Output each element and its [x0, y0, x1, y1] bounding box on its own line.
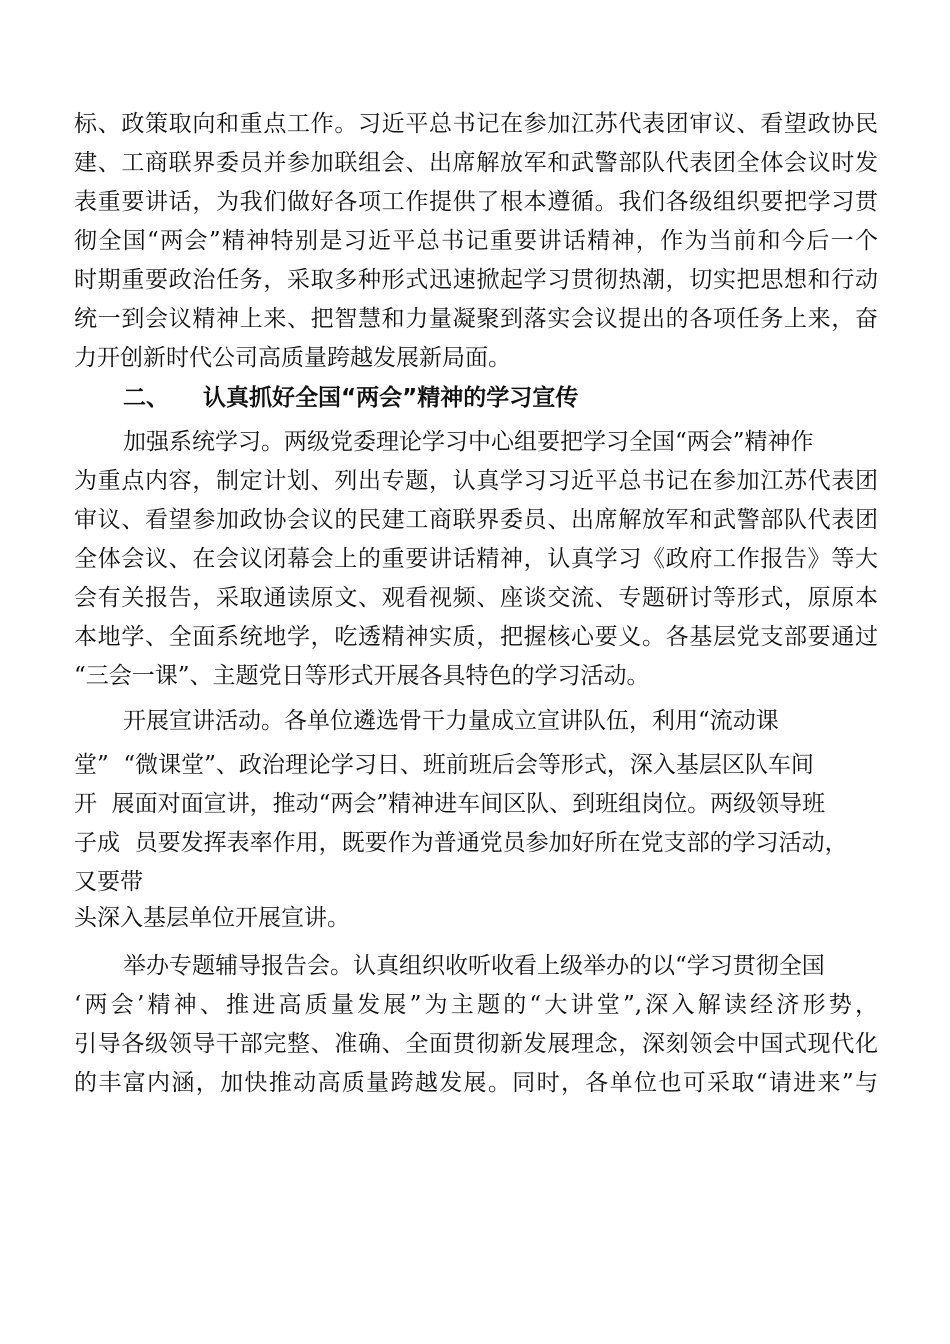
paragraph-3-line: 头深入基层单位开展宣讲。: [74, 905, 350, 931]
paragraph-2-line: 本地学、全面系统地学，吃透精神实质，把握核心要义。各基层党支部要通过: [74, 624, 878, 650]
paragraph-1-line: 建、工商联界委员并参加联组会、出席解放军和武警部队代表团全体会议时发: [74, 150, 878, 176]
section-number: 二、: [123, 385, 169, 411]
paragraph-2-line: 为重点内容，制定计划、列出专题，认真学习习近平总书记在参加江苏代表团: [74, 468, 878, 494]
paragraph-2-line: 全体会议、在会议闭幕会上的重要讲话精神，认真学习《政府工作报告》等大: [74, 546, 878, 572]
paragraph-1-line: 力开创新时代公司高质量跨越发展新局面。: [74, 345, 511, 371]
paragraph-3-line: 开展宣讲活动。各单位遴选骨干力量成立宣讲队伍，利用“流动课: [123, 708, 779, 734]
paragraph-4-line: 举办专题辅导报告会。认真组织收听收看上级举办的以“学习贯彻全国: [123, 953, 825, 979]
paragraph-1-line: 时期重要政治任务，采取多种形式迅速掀起学习贯彻热潮，切实把思想和行动: [74, 267, 878, 293]
paragraph-2-line: 审议、看望参加政协会议的民建工商联界委员、出席解放军和武警部队代表团: [74, 507, 878, 533]
paragraph-4-line: 引导各级领导干部完整、准确、全面贯彻新发展理念，深刻领会中国式现代化: [74, 1031, 878, 1057]
paragraph-1-line: 标、政策取向和重点工作。习近平总书记在参加江苏代表团审议、看望政协民: [74, 111, 878, 137]
paragraph-3-line: 又要带: [74, 869, 143, 895]
section-heading: [123, 383, 578, 413]
section-title: 认真抓好全国“两会”精神的学习宣传: [203, 385, 579, 411]
paragraph-1-line: 彻全国“两会”精神特别是习近平总书记重要讲话精神，作为当前和今后一个: [74, 228, 878, 254]
paragraph-3-line: 堂” “微课堂”、政治理论学习日、班前班后会等形式，深入基层区队车间: [74, 752, 814, 778]
paragraph-1-line: 表重要讲话，为我们做好各项工作提供了根本遵循。我们各级组织要把学习贯: [74, 189, 878, 215]
paragraph-4-line: ‘两会’精神、推进高质量发展”为主题的“大讲堂”,深入解读经济形势，: [74, 992, 878, 1018]
paragraph-3-line: 子成 员要发挥表率作用，既要作为普通党员参加好所在党支部的学习活动，: [74, 830, 848, 856]
paragraph-3-line: 开 展面对面宣讲，推动“两会”精神进车间区队、到班组岗位。两级领导班: [74, 791, 826, 817]
paragraph-2-line: “三会一课”、主题党日等形式开展各具特色的学习活动。: [74, 663, 650, 689]
paragraph-1-line: 统一到会议精神上来、把智慧和力量凝聚到落实会议提出的各项任务上来，奋: [74, 306, 878, 332]
paragraph-2-line: 加强系统学习。两级党委理论学习中心组要把学习全国“两会”精神作: [123, 429, 814, 455]
paragraph-4-line: 的丰富内涵，加快推动高质量跨越发展。同时，各单位也可采取“请进来”与: [74, 1070, 878, 1096]
paragraph-2-line: 会有关报告，采取通读原文、观看视频、座谈交流、专题研讨等形式，原原本: [74, 585, 878, 611]
